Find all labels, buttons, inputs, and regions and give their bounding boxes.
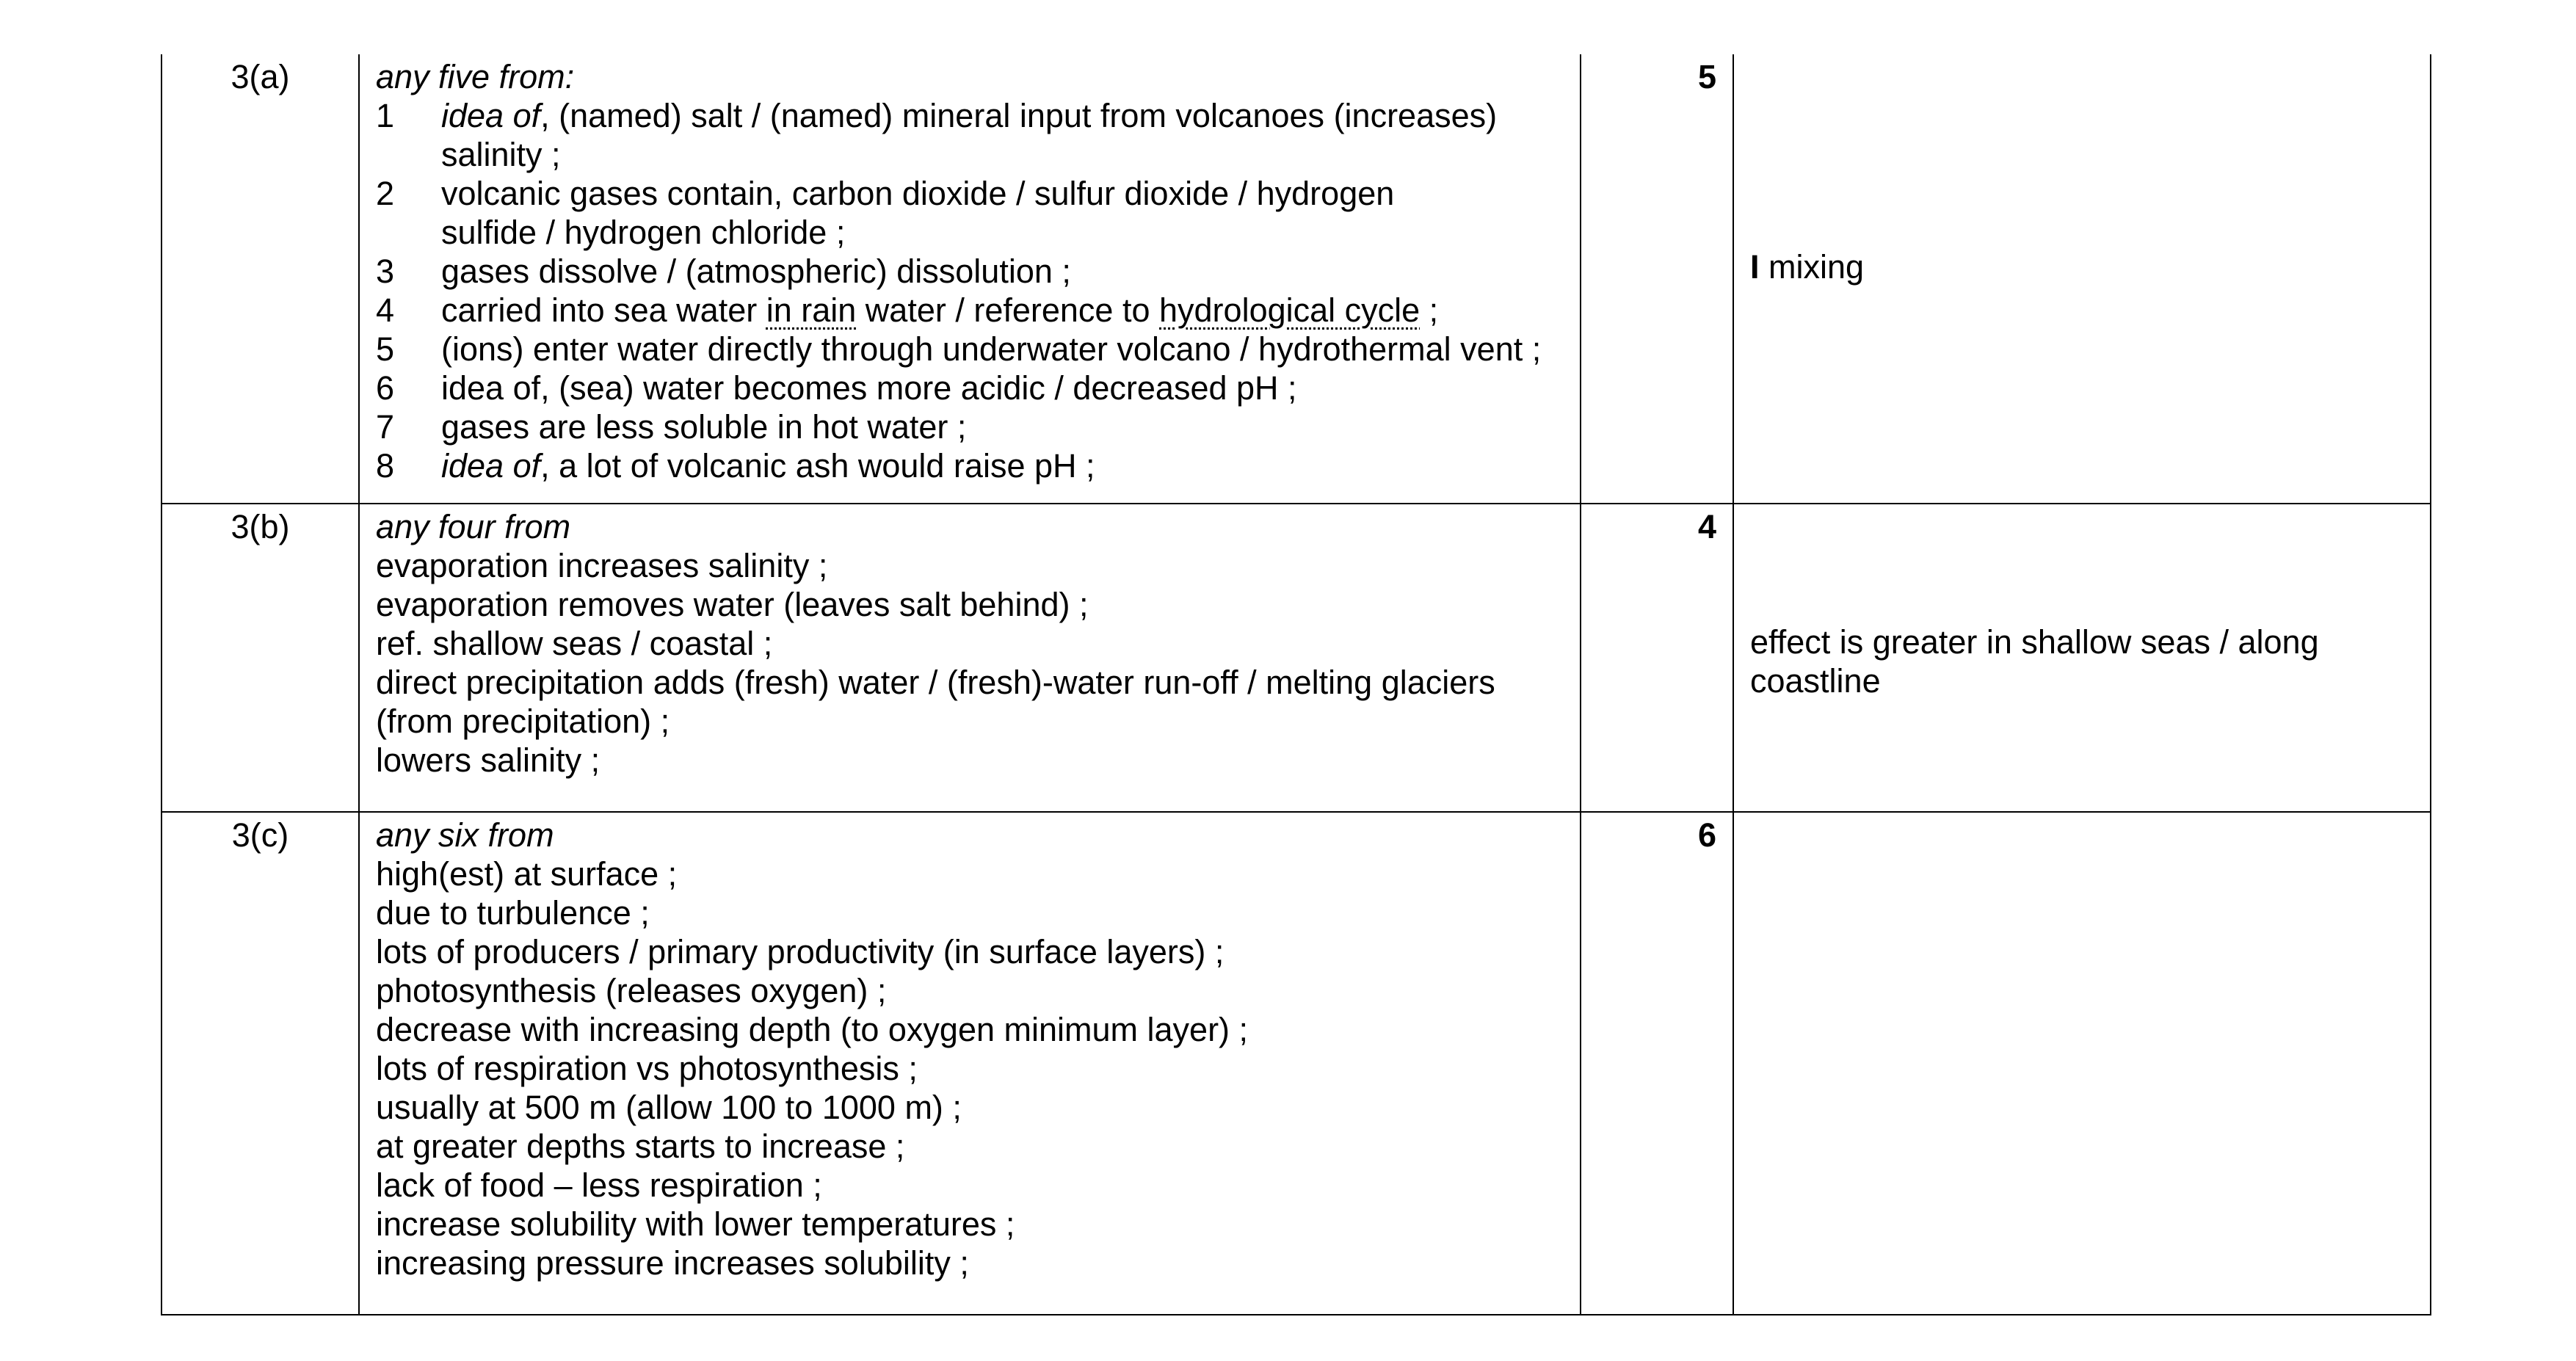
marks-value: 4 [1581,504,1733,812]
answer-line: direct precipitation adds (fresh) water / (fresh)-water run-off / melting glaciers (from precipitation) ; [376,664,1495,740]
answer-item-8: 8 idea of, a lot of volcanic ash would raise pH ; [376,447,1095,484]
row-3b [162,504,2431,812]
answer-item-6: 6 idea of, (sea) water becomes more acidic / decreased pH ; [376,369,1297,407]
row-3c [162,812,2431,1315]
guidance-cell: I mixing [1733,54,2431,504]
answer-line: ref. shallow seas / coastal ; [376,625,773,662]
question-number: 3(c) [162,812,359,1315]
answer-line: lots of producers / primary productivity (in surface layers) ; [376,933,1224,970]
answer-cell [359,54,1581,504]
guidance-cell: effect is greater in shallow seas / along coastline [1733,504,2431,812]
answer-line: decrease with increasing depth (to oxygen minimum layer) ; [376,1011,1249,1048]
mark-scheme-table [161,54,2431,1315]
answer-line: due to turbulence ; [376,894,650,932]
answer-intro: any four from [376,508,571,545]
answer-line: evaporation increases salinity ; [376,547,828,584]
answer-line: evaporation removes water (leaves salt behind) ; [376,586,1089,623]
answer-intro: any six from [376,816,554,854]
question-number: 3(b) [162,504,359,812]
answer-line: lowers salinity ; [376,741,601,779]
answer-item-5: 5 (ions) enter water directly through underwater volcano / hydrothermal vent ; [376,330,1542,368]
answer-cell [359,812,1581,1315]
answer-intro: any five from: [376,58,575,95]
row-3a [162,54,2431,504]
marks-value: 5 [1581,54,1733,504]
answer-line: lack of food – less respiration ; [376,1166,822,1204]
answer-cell [359,504,1581,812]
answer-line: lots of respiration vs photosynthesis ; [376,1050,918,1087]
question-number: 3(a) [162,54,359,504]
marks-value: 6 [1581,812,1733,1315]
answer-item-4: 4 carried into sea water in rain water / reference to hydrological cycle ; [376,291,1439,329]
answer-item-3: 3 gases dissolve / (atmospheric) dissolution ; [376,253,1071,290]
answer-item-1: 1 idea of, (named) salt / (named) mineral input from volcanoes (increases) salinity ; [376,97,1498,173]
answer-item-7: 7 gases are less soluble in hot water ; [376,408,967,446]
guidance-cell [1733,812,2431,1315]
answer-line: photosynthesis (releases oxygen) ; [376,972,887,1009]
answer-line: usually at 500 m (allow 100 to 1000 m) ; [376,1089,962,1126]
answer-line: increase solubility with lower temperatures ; [376,1205,1015,1243]
answer-line: high(est) at surface ; [376,855,678,893]
answer-line: at greater depths starts to increase ; [376,1128,905,1165]
answer-line: increasing pressure increases solubility ; [376,1244,969,1282]
answer-item-2: 2 volcanic gases contain, carbon dioxide / sulfur dioxide / hydrogen sulfide / hydrogen chloride ; [376,175,1395,251]
